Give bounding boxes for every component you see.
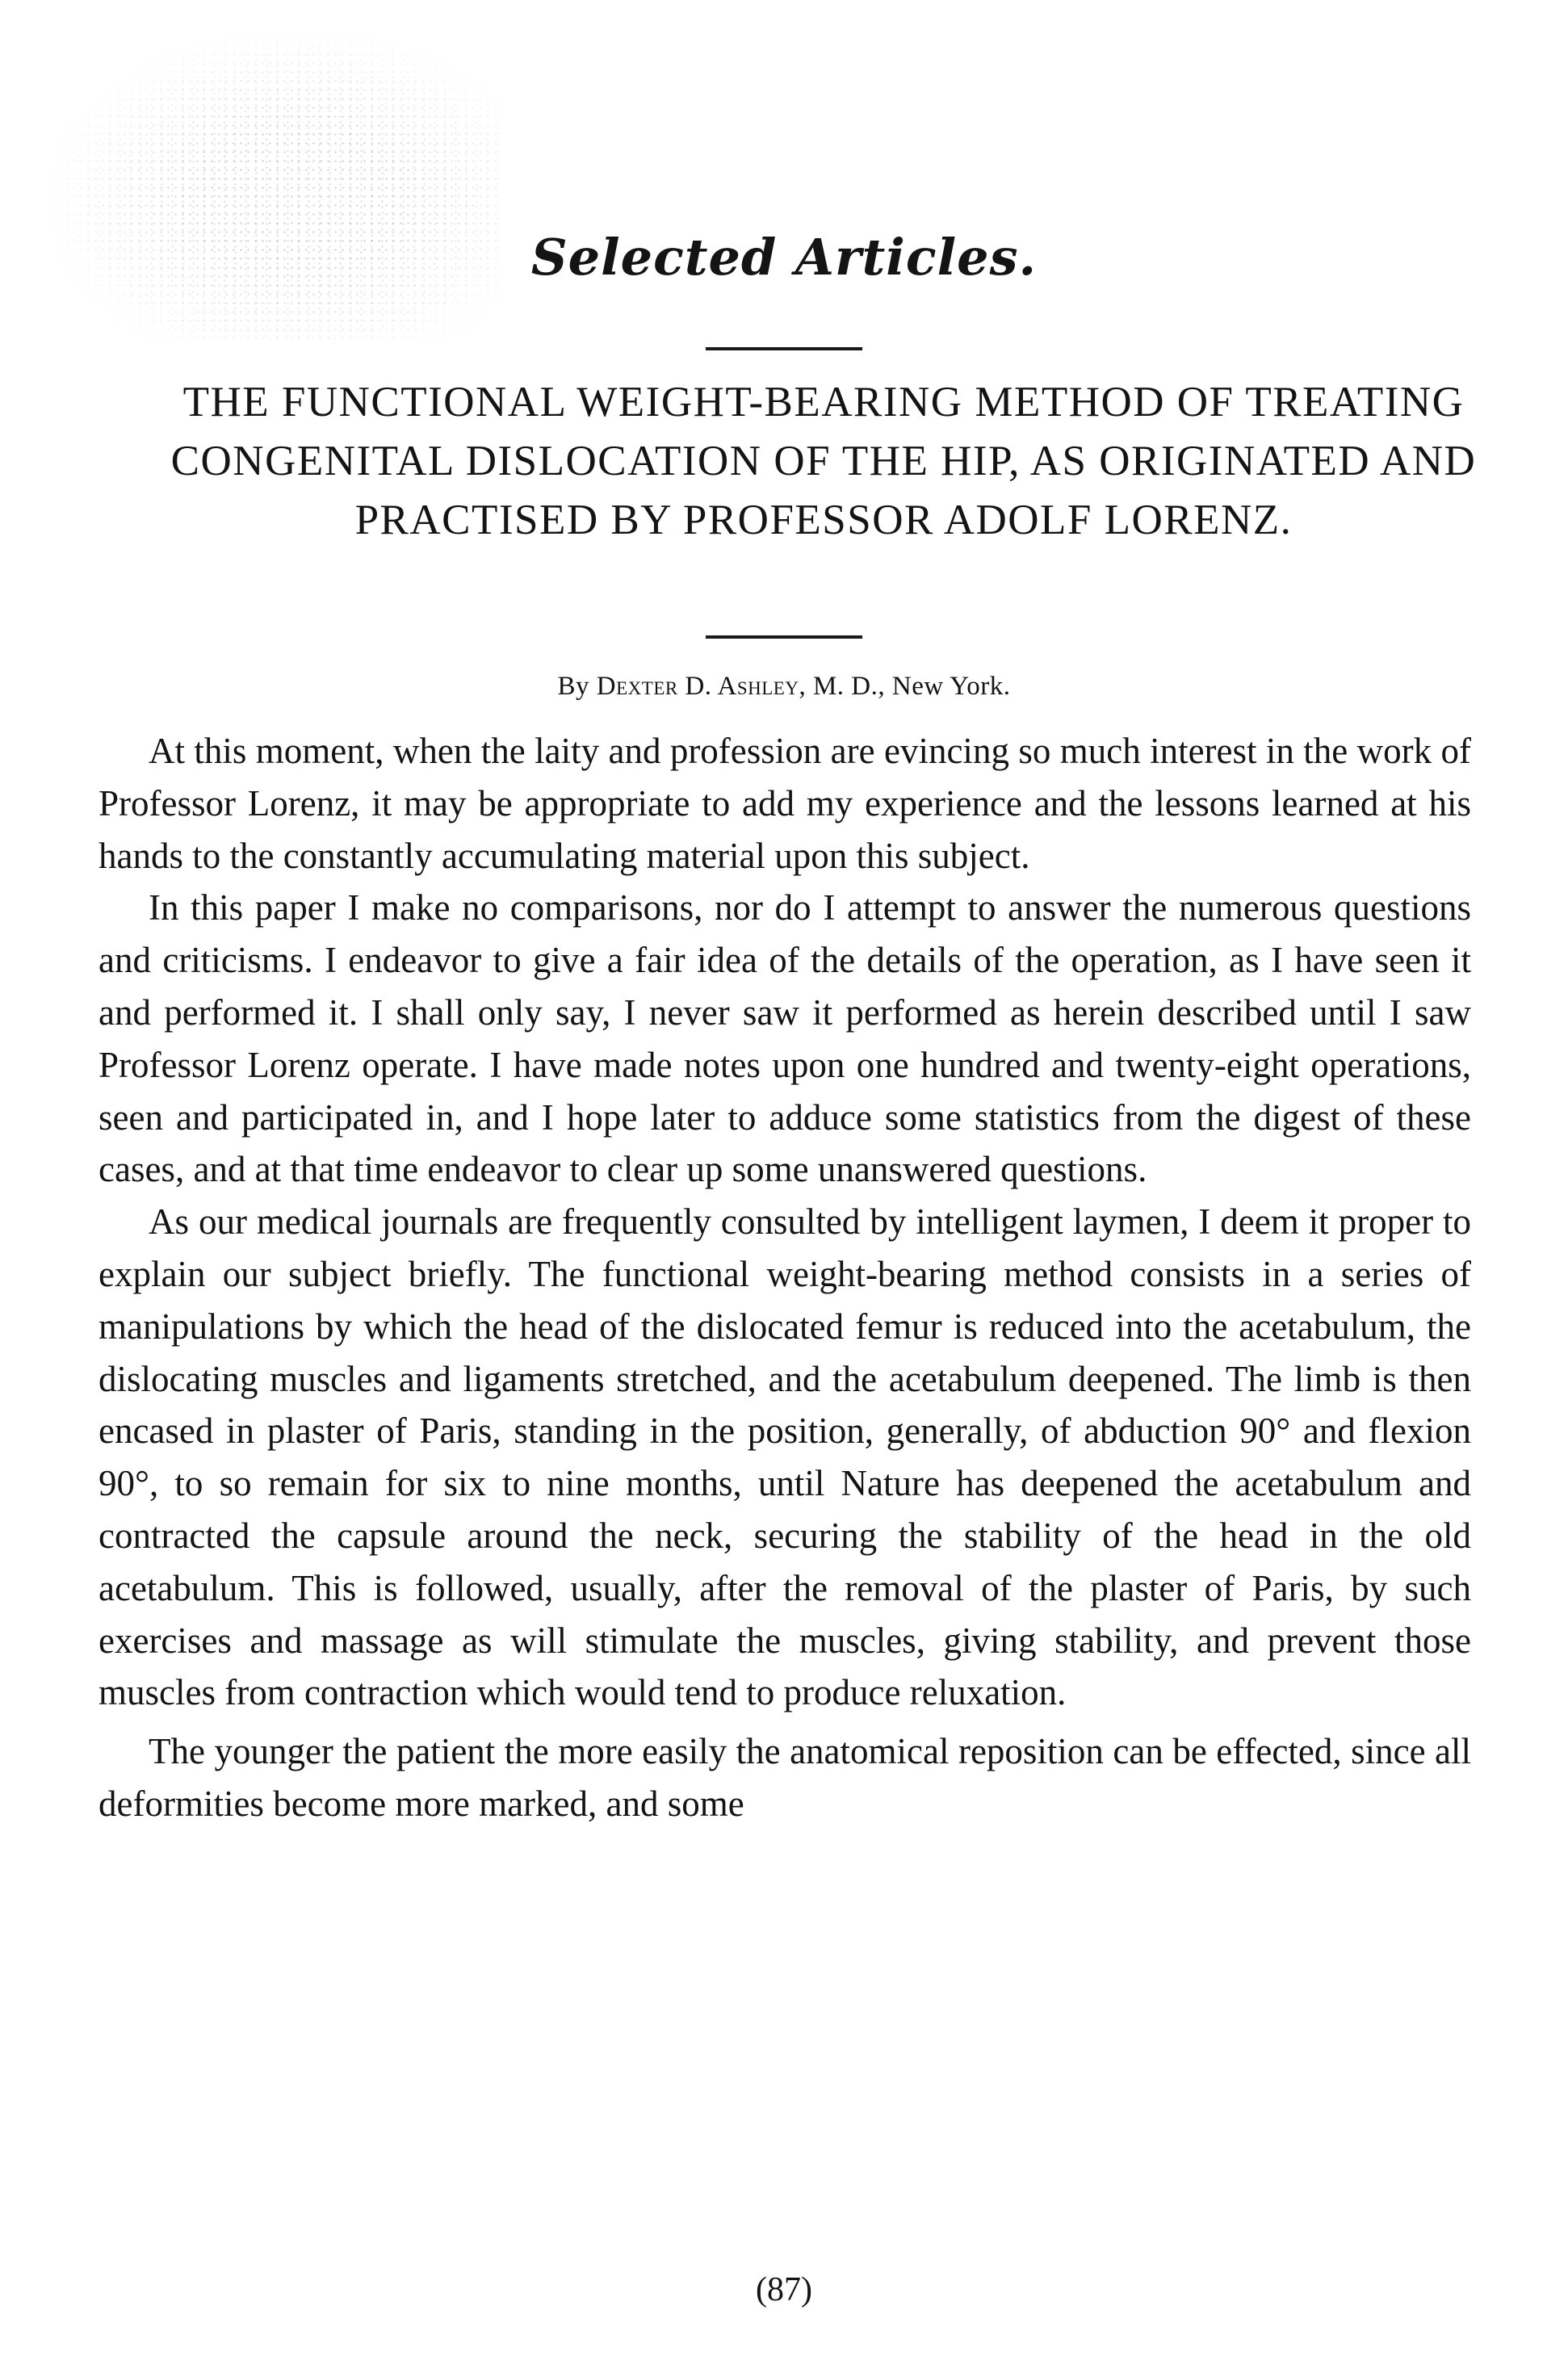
byline-prefix: By — [557, 672, 590, 701]
section-heading: Selected Articles. — [530, 228, 1038, 287]
author-name: Dexter D. Ashley — [596, 672, 799, 701]
byline — [0, 672, 1568, 702]
paragraph-2: In this paper I make no comparisons, nor do I attempt to answer the numerous questions and criticisms. I endeavor to give a fair idea of the details of the operation, as I have seen it and performed it. I shall only say, I never saw it performed as herein described until I saw Professor Lorenz operate. I have made notes upon one hundred and twenty-eight operations, seen and participated in, and I hope later to adduce some statistics from the digest of these cases, and at that time endeavor to clear up some unanswered questions. — [99, 887, 1471, 1190]
article-title: THE FUNCTIONAL WEIGHT-BEARING METHOD OF TREATING CONGENITAL DISLOCATION OF THE HIP, AS ORIGINATED AND PRACTISED BY PROFESSOR ADOLF LORENZ. — [170, 379, 1477, 543]
article-body — [99, 725, 1471, 1830]
page-number: (87) — [756, 2271, 812, 2308]
heading-rule-bottom — [706, 635, 862, 639]
paragraph-3: As our medical journals are frequently consulted by intelligent laymen, I deem it proper to explain our subject briefly. The functional weight-bearing method consists in a series of manipulations by which the head of the dislocated femur is reduced into the acetabulum, the dislocating muscles and ligaments stretched, and the acetabulum deepened. The limb is then encased in plaster of Paris, standing in the position, generally, of abduction 90° and flexion 90°, to so remain for six to nine months, until Nature has deepened the acetabulum and contracted the capsule around the neck, securing the stability of the head in the old acetabulum. This is followed, usually, after the removal of the plaster of Paris, by such exercises and massage as will stimulate the muscles, giving stability, and prevent those muscles from contraction which would tend to produce reluxation. — [99, 1201, 1471, 1713]
print-speckle-texture — [48, 32, 501, 339]
paragraph-1: At this moment, when the laity and profession are evincing so much interest in the work of Professor Lorenz, it may be appropriate to add my experience and the lessons learned at his hands to the constantly accumulating material upon this subject. — [99, 731, 1471, 876]
heading-rule-top — [706, 347, 862, 350]
paragraph-4: The younger the patient the more easily the anatomical reposition can be effected, since all deformities become more marked, and some — [99, 1731, 1471, 1824]
byline-suffix: , M. D., New York. — [799, 672, 1011, 701]
